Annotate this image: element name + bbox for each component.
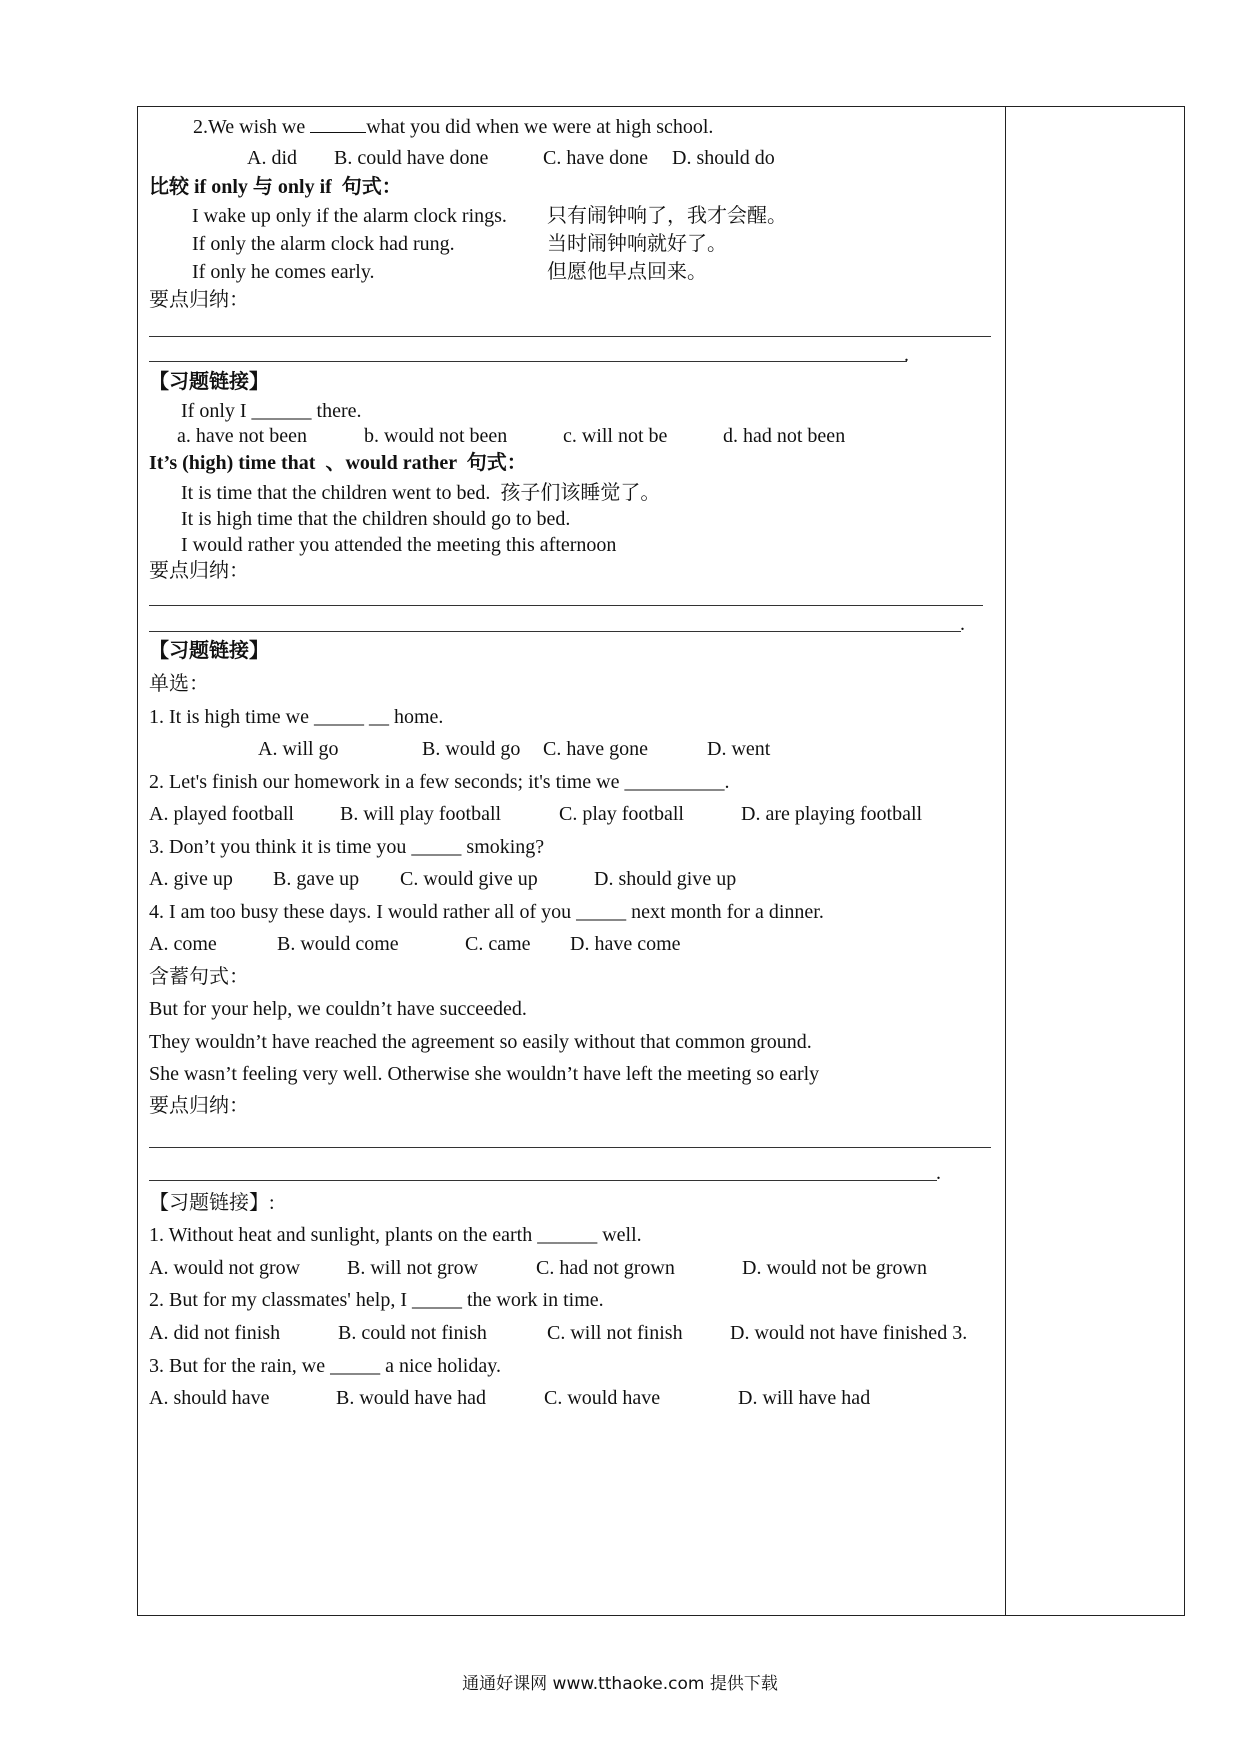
part2-option-c: c. will not be <box>563 425 668 447</box>
part3-example2: They wouldn’t have reached the agreement so easily without that common ground. <box>149 1031 812 1053</box>
part3-q2-option-a: A. played football <box>149 803 294 825</box>
part4-q2-option-b: B. could not finish <box>338 1322 487 1344</box>
part4-q1-option-d: D. would not be grown <box>742 1257 927 1279</box>
part2-heading: It’s (high) time that 、would rather 句式： <box>149 452 527 474</box>
part4-q1-option-a: A. would not grow <box>149 1257 301 1279</box>
part4-q1-option-b: B. will not grow <box>347 1257 479 1279</box>
part4-q2-option-d: D. would not have finished 3. <box>730 1322 968 1344</box>
part4-q2: 2. But for my classmates' help, I _____ the work in time. <box>149 1289 604 1311</box>
part3-q2-option-d: D. are playing football <box>741 803 923 825</box>
part2-option-b: b. would not been <box>364 425 508 447</box>
part4-q3: 3. But for the rain, we _____ a nice holiday. <box>149 1355 501 1377</box>
part3-summary-label: 要点归纳： <box>149 1095 249 1117</box>
part1-summary-label: 要点归纳： <box>149 289 249 311</box>
part3-q4-option-d: D. have come <box>570 933 681 955</box>
column-divider <box>1005 106 1006 1616</box>
part3-q1: 1. It is high time we _____ __ home. <box>149 706 444 728</box>
part1-q2-option-d: D. should do <box>672 147 775 169</box>
part2-option-a: a. have not been <box>177 425 307 447</box>
part3-q3-option-b: B. gave up <box>273 868 360 890</box>
part4-q3-option-d: D. will have had <box>738 1387 871 1409</box>
part3-example1: But for your help, we couldn’t have succeeded. <box>149 998 527 1020</box>
part2-question: If only I ______ there. <box>181 400 362 422</box>
part4-q2-option-a: A. did not finish <box>149 1322 281 1344</box>
part3-q3-option-a: A. give up <box>149 868 233 890</box>
page-footer: 通通好课网 www.tthaoke.com 提供下载 <box>462 1674 778 1694</box>
part1-example2-zh: 当时闹钟响就好了。 <box>547 233 727 255</box>
part2-example2: It is high time that the children should go to bed. <box>181 508 571 530</box>
part4-link-heading: 【习题链接】: <box>149 1192 275 1214</box>
part4-q1: 1. Without heat and sunlight, plants on the earth ______ well. <box>149 1224 642 1246</box>
part3-q2: 2. Let's finish our homework in a few seconds; it's time we __________. <box>149 771 730 793</box>
part1-example3-en: If only he comes early. <box>192 261 375 283</box>
part1-q2-option-a: A. did <box>247 147 297 169</box>
period-mark: . <box>904 344 909 366</box>
summary-line <box>149 1180 937 1181</box>
part3-q2-option-c: C. play football <box>559 803 684 825</box>
part1-example1-en: I wake up only if the alarm clock rings. <box>192 205 507 227</box>
part3-q2-option-b: B. will play football <box>340 803 502 825</box>
part3-implicit-heading: 含蓄句式： <box>149 966 249 988</box>
part1-q2: 2.We wish we what you did when we were at high school. <box>193 116 714 138</box>
part1-example1-zh: 只有闹钟响了，我才会醒。 <box>547 205 787 227</box>
part3-q1-option-a: A. will go <box>258 738 339 760</box>
part2-example1: It is time that the children went to bed. 孩子们该睡觉了。 <box>181 482 661 504</box>
part3-q1-option-d: D. went <box>707 738 771 760</box>
part3-q4: 4. I am too busy these days. I would rather all of you _____ next month for a dinner. <box>149 901 824 923</box>
part4-q2-option-c: C. will not finish <box>547 1322 683 1344</box>
part3-q1-option-c: C. have gone <box>543 738 648 760</box>
summary-line <box>149 336 991 337</box>
summary-line <box>149 605 983 606</box>
part3-q4-option-b: B. would come <box>277 933 399 955</box>
part2-option-d: d. had not been <box>723 425 846 447</box>
part1-q2-option-c: C. have done <box>543 147 648 169</box>
part3-q4-option-c: C. came <box>465 933 531 955</box>
answer-blank <box>310 114 366 133</box>
part2-summary-label: 要点归纳： <box>149 560 249 582</box>
part3-q3: 3. Don’t you think it is time you _____ smoking? <box>149 836 545 858</box>
summary-line <box>149 361 907 362</box>
part3-q3-option-c: C. would give up <box>400 868 538 890</box>
part3-single-choice-label: 单选： <box>149 673 209 695</box>
part1-q2-option-b: B. could have done <box>334 147 489 169</box>
document-frame <box>137 106 1185 1616</box>
part2-example3: I would rather you attended the meeting this afternoon <box>181 534 617 556</box>
part1-example3-zh: 但愿他早点回来。 <box>547 261 707 283</box>
part3-link-heading: 【习题链接】 <box>149 640 269 662</box>
part4-q3-option-b: B. would have had <box>336 1387 486 1409</box>
summary-line <box>149 1147 991 1148</box>
part4-q3-option-a: A. should have <box>149 1387 270 1409</box>
part3-example3: She wasn’t feeling very well. Otherwise she wouldn’t have left the meeting so early <box>149 1063 820 1085</box>
part3-q3-option-d: D. should give up <box>594 868 737 890</box>
part2-link-heading: 【习题链接】 <box>149 371 269 393</box>
part1-example2-en: If only the alarm clock had rung. <box>192 233 455 255</box>
period-mark: . <box>960 613 965 635</box>
part1-heading: 比较 if only 与 only if 句式： <box>149 176 402 198</box>
period-mark: . <box>936 1162 941 1184</box>
part3-q1-option-b: B. would go <box>422 738 521 760</box>
part4-q3-option-c: C. would have <box>544 1387 661 1409</box>
part3-q4-option-a: A. come <box>149 933 217 955</box>
part4-q1-option-c: C. had not grown <box>536 1257 675 1279</box>
summary-line <box>149 631 961 632</box>
